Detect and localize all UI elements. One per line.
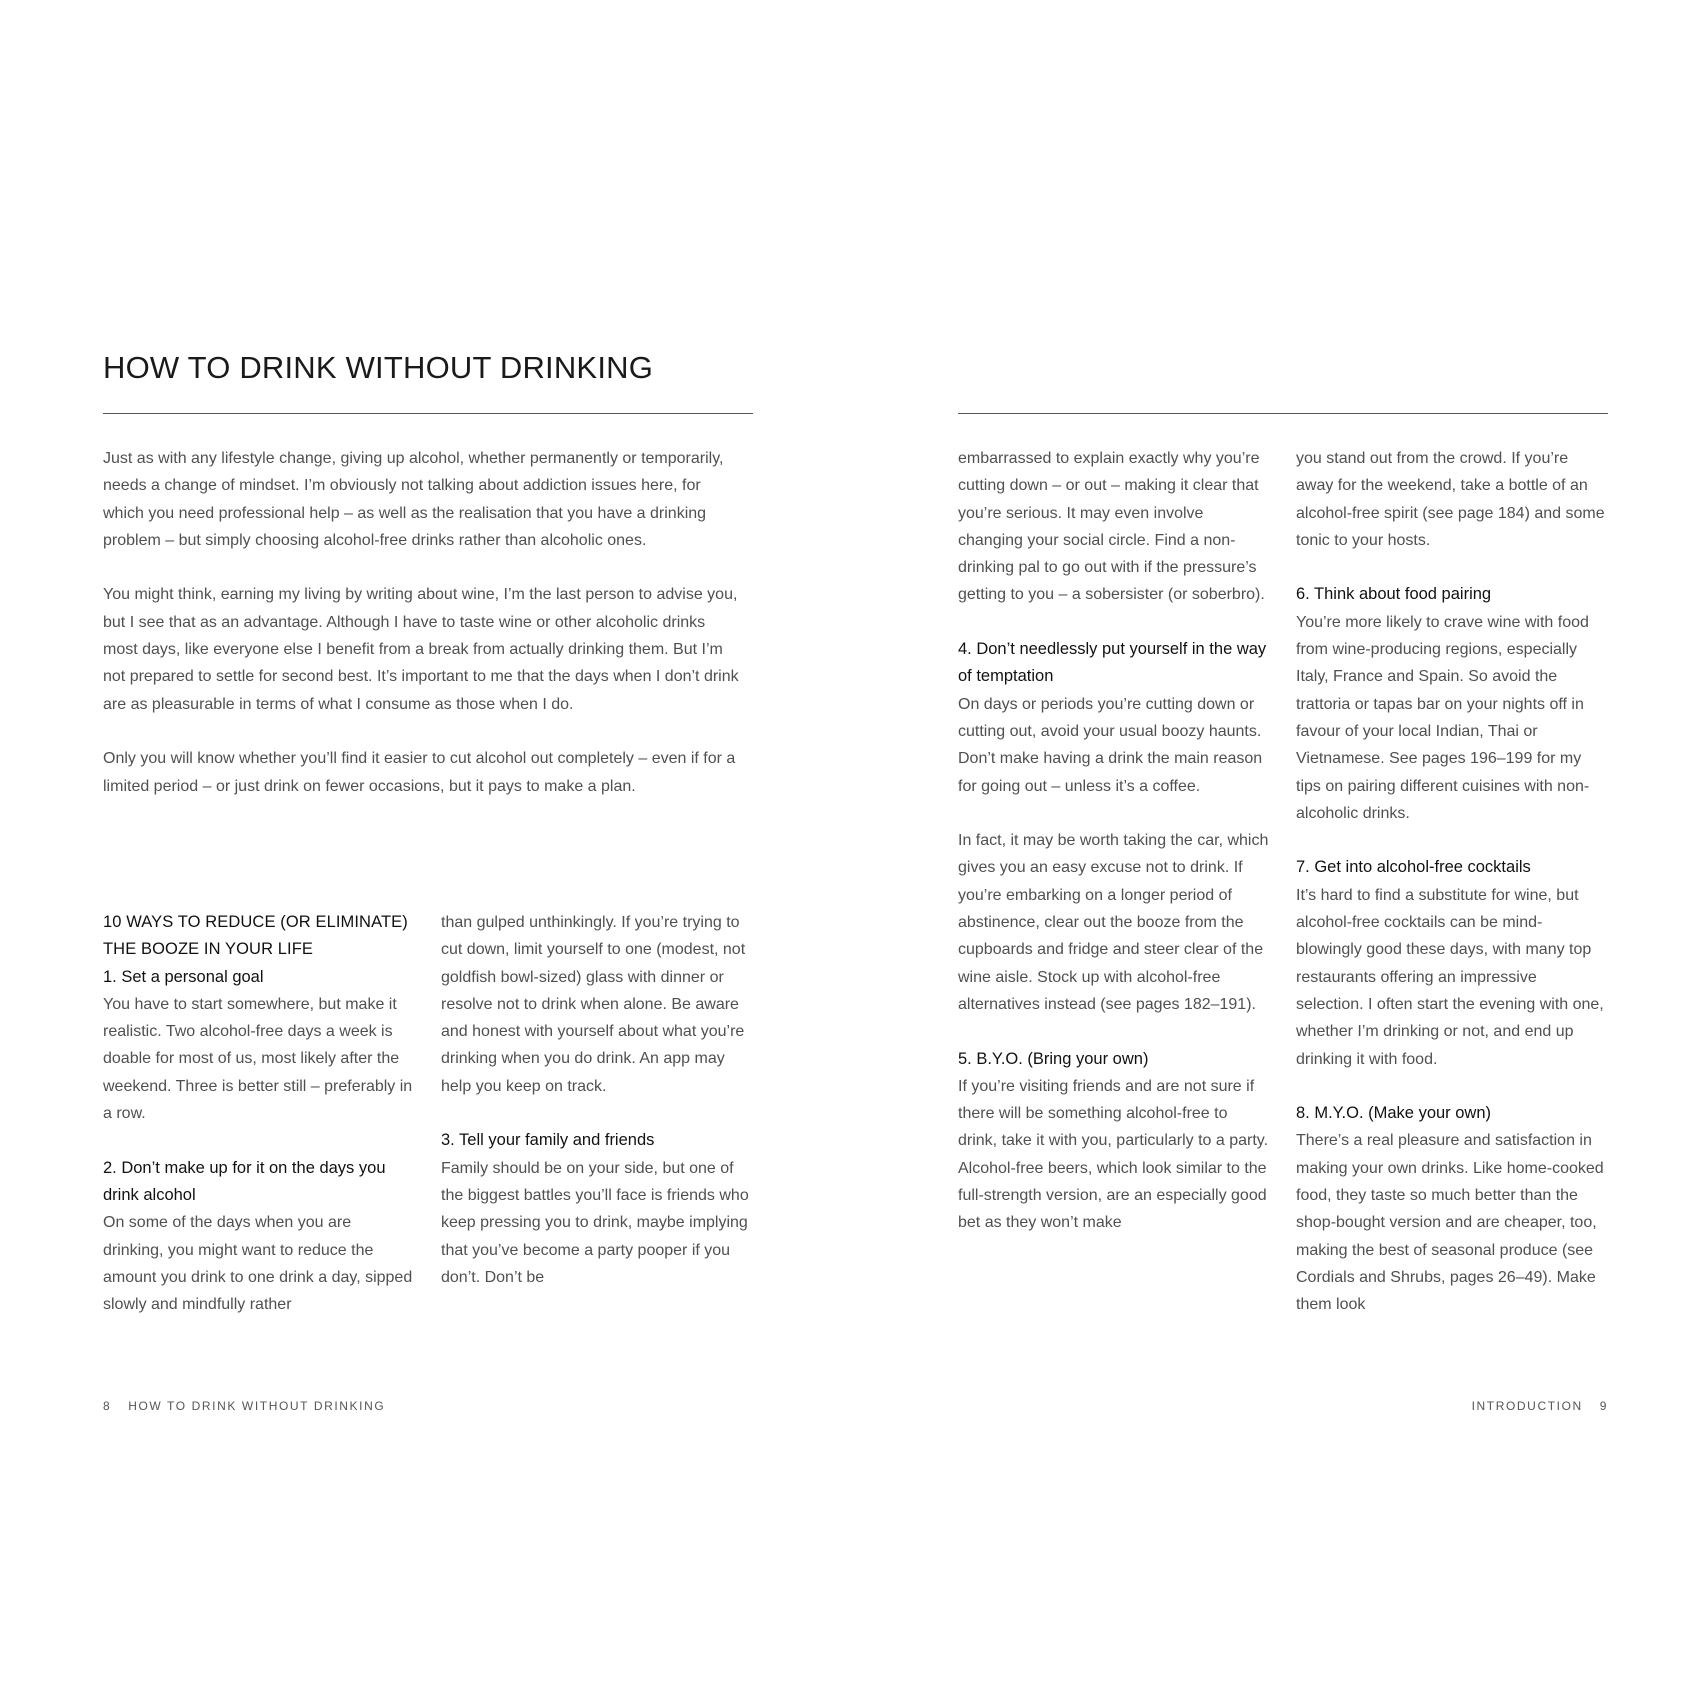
tip-body: There’s a real pleasure and satisfaction in making your own drinks. Like home-cooked food, they taste so much better than the shop-bought version and are cheaper, too, making the best of seasonal produce (see Cordials and Shrubs, pages 26–49). Make them look xyxy=(1296,1132,1604,1314)
tip-heading: 5. B.Y.O. (Bring your own) xyxy=(958,1049,1149,1068)
intro-section xyxy=(103,445,743,827)
tip-body: you stand out from the crowd. If you’re away for the weekend, take a bottle of an alcohol-free spirit (see page 184) and some tonic to your hosts. xyxy=(1296,450,1605,549)
tip-heading: 7. Get into alcohol-free cocktails xyxy=(1296,858,1531,877)
tip-body: Family should be on your side, but one of the biggest battles you’ll face is friends who keep pressing you to drink, maybe implying that you’ve become a party pooper if you don’t. Don’t be xyxy=(441,1159,749,1286)
tip-body: If you’re visiting friends and are not sure if there will be something alcohol-free to drink, take it with you, particularly to a party. Alcohol-free beers, which look similar to the full-strength version, are an especially good bet as they won’t make xyxy=(958,1077,1269,1232)
page-number: 8 xyxy=(103,1399,112,1413)
page-number: 9 xyxy=(1599,1399,1608,1413)
tip-body: On days or periods you’re cutting down or cutting out, avoid your usual boozy haunts. Don’t make having a drink the main reason for going out – unless it’s a coffee. xyxy=(958,695,1263,795)
tip-heading: 1. Set a personal goal xyxy=(103,967,264,986)
tip-body: You’re more likely to crave wine with food from wine-producing regions, especially Italy, France and Spain. So avoid the trattoria or tapas bar on your nights off in favour of your local Indian, Thai or Vietnamese. See pages 196–199 for my tips on pairing different cuisines with non-alcoholic drinks. xyxy=(1296,613,1590,822)
intro-paragraph: Just as with any lifestyle change, giving up alcohol, whether permanently or temporarily, needs a change of mindset. I’m obviously not talking about addiction issues here, for which you need professional help – as well as the realisation that you have a drinking problem – but simply choosing alcohol-free drinks rather than alcoholic ones. xyxy=(103,450,724,549)
tip-body: embarrassed to explain exactly why you’re cutting down – or out – making it clear that you’re serious. It may even involve changing your social circle. Find a non-drinking pal to go out with if the pressure’s getting to you – a sobersister (or soberbro). xyxy=(958,450,1265,604)
tip-heading: 4. Don’t needlessly put yourself in the way of temptation xyxy=(958,640,1267,686)
title-rule-left xyxy=(103,413,753,414)
tip-body: On some of the days when you are drinking, you might want to reduce the amount you drink to one drink a day, sipped slowly and mindfully rather xyxy=(103,1214,413,1314)
page-title: HOW TO DRINK WITHOUT DRINKING xyxy=(103,350,654,385)
intro-paragraph: Only you will know whether you’ll find it easier to cut alcohol out completely – even if for a limited period – or just drink on fewer occasions, but it pays to make a plan. xyxy=(103,750,736,795)
tip-heading: 2. Don’t make up for it on the days you drink alcohol xyxy=(103,1158,386,1204)
tip-heading: 3. Tell your family and friends xyxy=(441,1131,655,1150)
column-3 xyxy=(958,445,1270,1264)
column-4 xyxy=(1296,445,1608,1346)
footer-right xyxy=(1472,1399,1608,1413)
running-head: HOW TO DRINK WITHOUT DRINKING xyxy=(128,1399,386,1413)
tip-heading: 8. M.Y.O. (Make your own) xyxy=(1296,1104,1492,1123)
running-head: INTRODUCTION xyxy=(1471,1399,1583,1413)
column-2 xyxy=(441,909,753,1318)
column-1 xyxy=(103,909,415,1346)
tip-heading: 6. Think about food pairing xyxy=(1296,585,1492,604)
title-rule-right xyxy=(958,413,1608,414)
section-heading: 10 WAYS TO REDUCE (OR ELIMINATE) THE BOOZE IN YOUR LIFE xyxy=(103,913,408,959)
footer-left xyxy=(103,1399,385,1413)
intro-paragraph: You might think, earning my living by writing about wine, I’m the last person to advise you, but I see that as an advantage. Although I have to taste wine or other alcoholic drinks most days, like everyone else I benefit from a break from actually drinking them. But I’m not prepared to settle for second best. It’s important to me that the days when I don’t drink are as pleasurable in terms of what I consume as those when I do. xyxy=(103,586,739,713)
tip-body: You have to start somewhere, but make it realistic. Two alcohol-free days a week is doable for most of us, most likely after the weekend. Three is better still – preferably in a row. xyxy=(103,995,413,1123)
tip-body: In fact, it may be worth taking the car, which gives you an easy excuse not to drink. If you’re embarking on a longer period of abstinence, clear out the booze from the cupboards and fridge and steer clear of the wine aisle. Stock up with alcohol-free alternatives instead (see pages 182–191). xyxy=(958,832,1269,1013)
tip-body: It’s hard to find a substitute for wine, but alcohol-free cocktails can be mind-blowingly good these days, with many top restaurants offering an impressive selection. I often start the evening with one, whether I’m drinking or not, and end up drinking it with food. xyxy=(1296,886,1604,1068)
tip-body: than gulped unthinkingly. If you’re trying to cut down, limit yourself to one (modest, not goldfish bowl-sized) glass with dinner or resolve not to drink when alone. Be aware and honest with yourself about what you’re drinking when you do drink. An app may help you keep on track. xyxy=(441,914,746,1095)
